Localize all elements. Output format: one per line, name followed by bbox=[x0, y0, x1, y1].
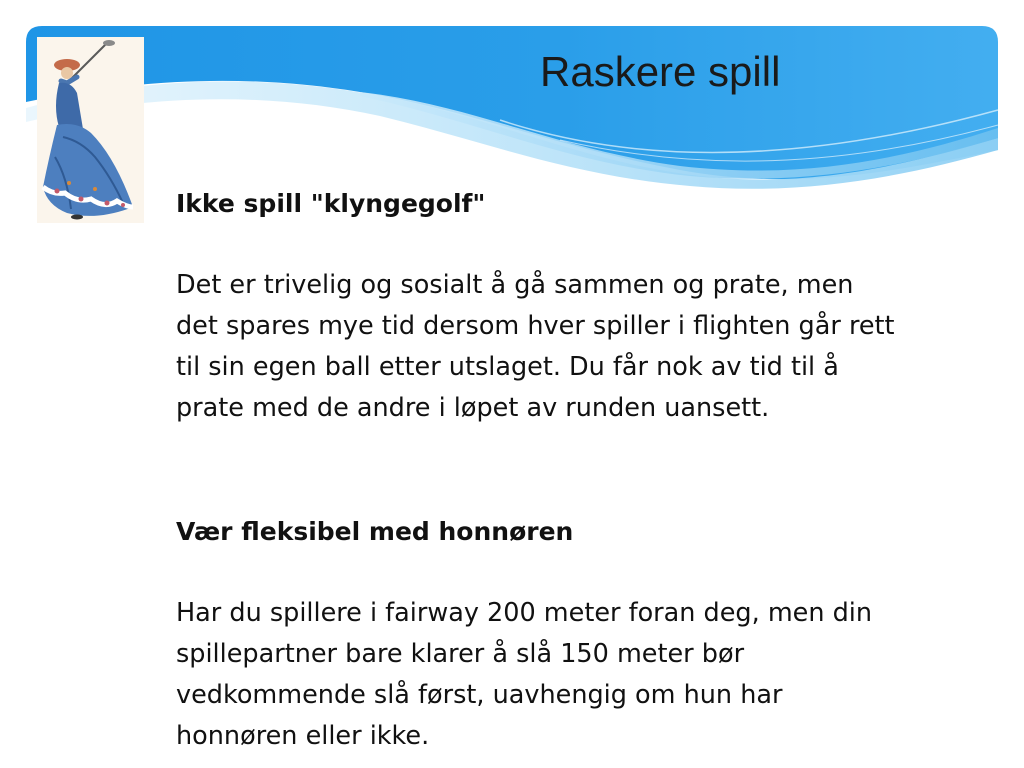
paragraph-line: det spares mye tid dersom hver spiller i flighten går rett bbox=[176, 311, 895, 341]
paragraph-line: spillepartner bare klarer å slå 150 meter bør bbox=[176, 639, 745, 669]
paragraph-line: vedkommende slå først, uavhengig om hun har bbox=[176, 680, 783, 710]
section-paragraph bbox=[176, 265, 986, 429]
golfer-woman-illustration-icon bbox=[37, 37, 144, 223]
header-wave-decoration bbox=[0, 0, 1024, 200]
paragraph-line: prate med de andre i løpet av runden uansett. bbox=[176, 393, 770, 423]
slide-body bbox=[176, 183, 986, 757]
section-paragraph bbox=[176, 593, 986, 757]
section-heading: Vær fleksibel med honnøren bbox=[176, 517, 574, 546]
slide-title: Raskere spill bbox=[540, 48, 781, 95]
section-heading: Ikke spill "klyngegolf" bbox=[176, 189, 486, 218]
paragraph-line: Det er trivelig og sosialt å gå sammen og prate, men bbox=[176, 270, 854, 300]
paragraph-line: til sin egen ball etter utslaget. Du får nok av tid til å bbox=[176, 352, 839, 382]
paragraph-line: honnøren eller ikke. bbox=[176, 721, 430, 751]
paragraph-line: Har du spillere i fairway 200 meter foran deg, men din bbox=[176, 598, 873, 628]
